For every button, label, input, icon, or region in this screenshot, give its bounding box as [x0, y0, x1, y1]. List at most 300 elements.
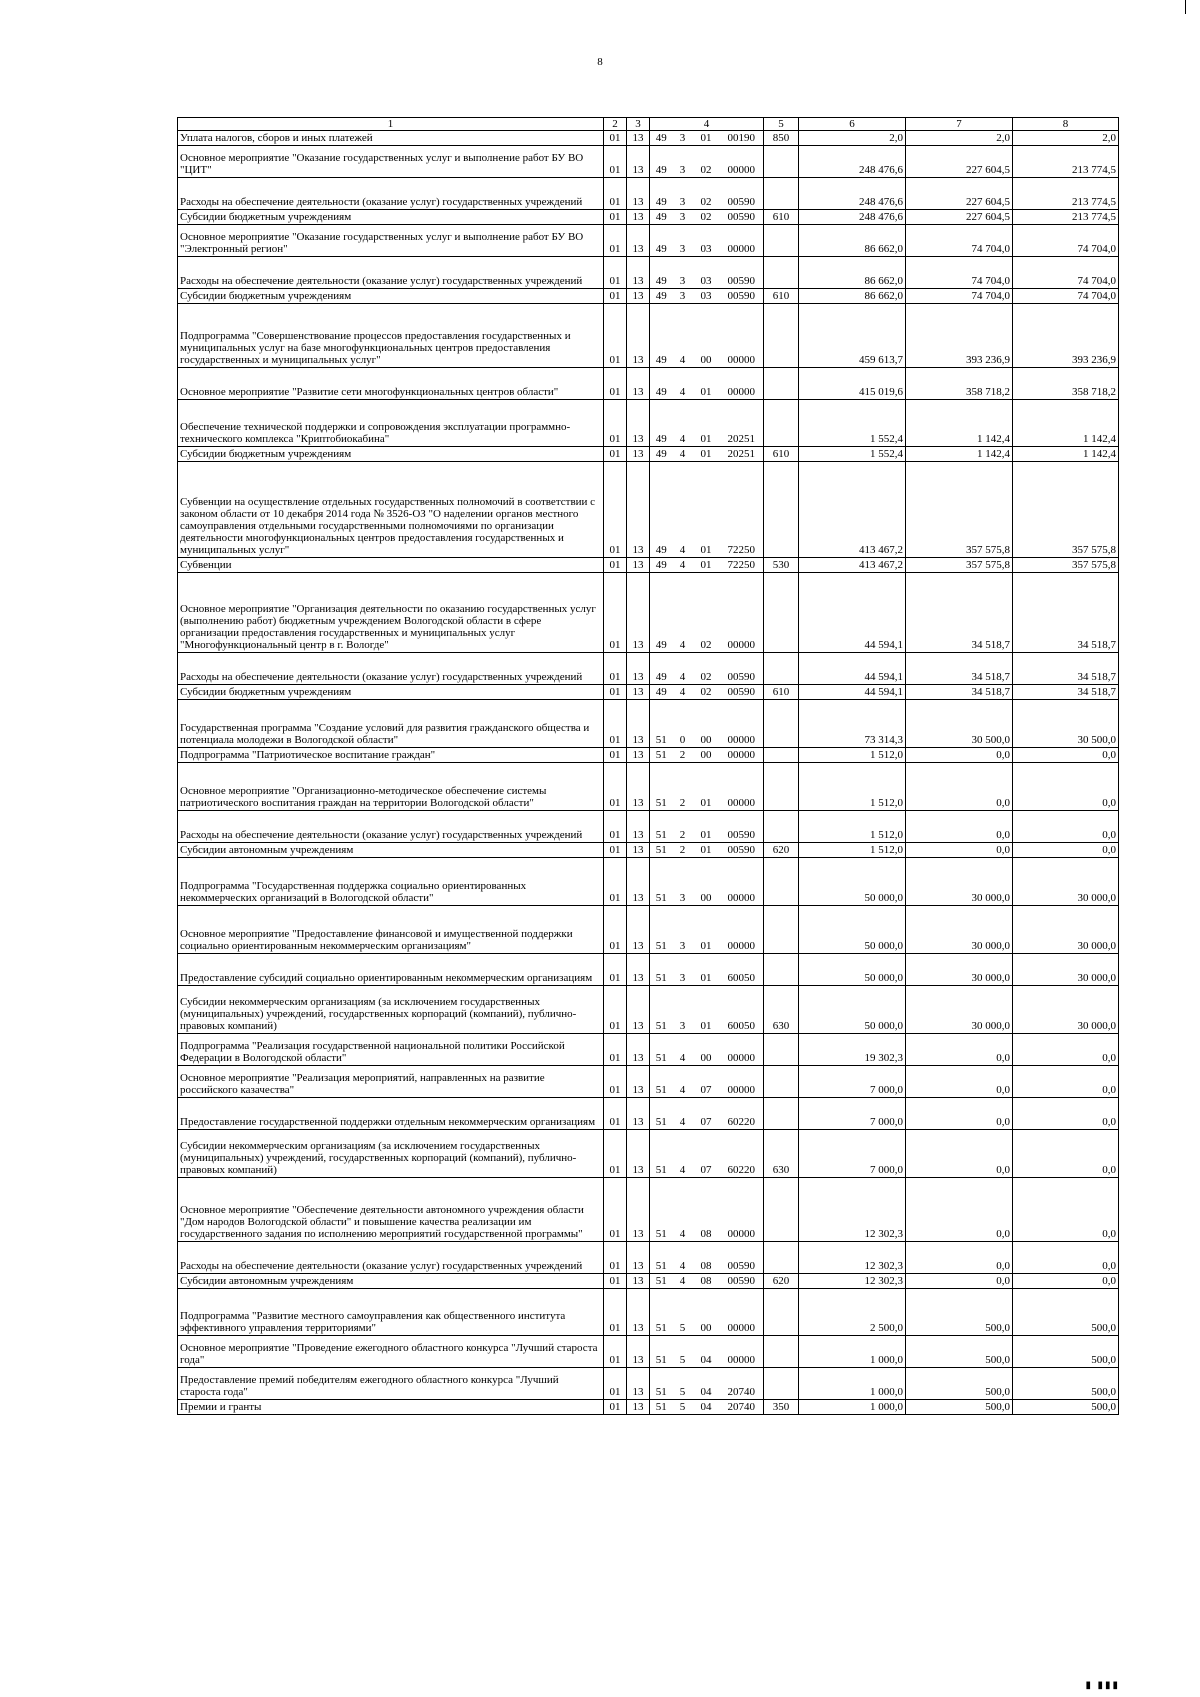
row-name-cell: Основное мероприятие "Оказание государственных услуг и выполнение работ БУ ВО "Электронный регион": [178, 225, 604, 257]
table-row: [178, 210, 1119, 225]
row-amount-col7-cell: 500,0: [906, 1400, 1013, 1415]
row-name-cell: Расходы на обеспечение деятельности (оказание услуг) государственных учреждений: [178, 1242, 604, 1274]
row-name-cell: Расходы на обеспечение деятельности (оказание услуг) государственных учреждений: [178, 257, 604, 289]
row-pr-cell: 13: [627, 700, 650, 748]
row-cs-event-cell: 02: [693, 178, 720, 210]
row-pr-cell: 13: [627, 210, 650, 225]
row-amount-col6-cell: 86 662,0: [799, 257, 906, 289]
row-cs-event-cell: 07: [693, 1066, 720, 1098]
row-rz-cell: 01: [604, 1368, 627, 1400]
row-vr-cell: [764, 954, 799, 986]
row-cs-event-cell: 01: [693, 447, 720, 462]
table-row: [178, 447, 1119, 462]
row-vr-cell: [764, 257, 799, 289]
row-vr-cell: [764, 906, 799, 954]
row-pr-cell: 13: [627, 257, 650, 289]
row-amount-col6-cell: 1 000,0: [799, 1368, 906, 1400]
table-row: [178, 131, 1119, 146]
row-amount-col8-cell: 0,0: [1013, 811, 1119, 843]
row-cs-event-cell: 02: [693, 146, 720, 178]
row-vr-cell: [764, 1178, 799, 1242]
row-cs-event-cell: 01: [693, 986, 720, 1034]
row-name-cell: Субсидии бюджетным учреждениям: [178, 210, 604, 225]
row-rz-cell: 01: [604, 462, 627, 558]
row-cs-program-cell: 51: [650, 763, 673, 811]
row-rz-cell: 01: [604, 1400, 627, 1415]
row-cs-direction-cell: 60220: [720, 1098, 764, 1130]
row-name-cell: Подпрограмма "Развитие местного самоуправления как общественного института эффективного управления территориями": [178, 1289, 604, 1336]
row-cs-direction-cell: 20740: [720, 1368, 764, 1400]
row-amount-col7-cell: 30 000,0: [906, 986, 1013, 1034]
row-cs-direction-cell: 00000: [720, 1178, 764, 1242]
row-cs-direction-cell: 00000: [720, 1289, 764, 1336]
row-amount-col7-cell: 0,0: [906, 763, 1013, 811]
row-cs-subprogram-cell: 3: [673, 257, 693, 289]
row-amount-col6-cell: 50 000,0: [799, 954, 906, 986]
row-vr-cell: [764, 146, 799, 178]
row-name-cell: Расходы на обеспечение деятельности (оказание услуг) государственных учреждений: [178, 178, 604, 210]
row-amount-col7-cell: 74 704,0: [906, 225, 1013, 257]
row-amount-col6-cell: 248 476,6: [799, 210, 906, 225]
row-cs-event-cell: 01: [693, 843, 720, 858]
row-name-cell: Подпрограмма "Патриотическое воспитание граждан": [178, 748, 604, 763]
row-vr-cell: [764, 368, 799, 400]
row-amount-col6-cell: 1 552,4: [799, 447, 906, 462]
row-cs-program-cell: 51: [650, 1242, 673, 1274]
row-cs-subprogram-cell: 4: [673, 685, 693, 700]
row-amount-col6-cell: 86 662,0: [799, 289, 906, 304]
row-rz-cell: 01: [604, 304, 627, 368]
row-cs-program-cell: 49: [650, 304, 673, 368]
row-amount-col7-cell: 1 142,4: [906, 400, 1013, 447]
row-cs-program-cell: 49: [650, 573, 673, 653]
table-row: [178, 225, 1119, 257]
row-amount-col6-cell: 12 302,3: [799, 1274, 906, 1289]
table-row: [178, 748, 1119, 763]
row-name-cell: Субсидии автономным учреждениям: [178, 1274, 604, 1289]
row-vr-cell: [764, 1368, 799, 1400]
row-vr-cell: 350: [764, 1400, 799, 1415]
header-cell: 7: [906, 118, 1013, 131]
table-row: [178, 257, 1119, 289]
row-cs-program-cell: 49: [650, 257, 673, 289]
row-amount-col6-cell: 1 000,0: [799, 1400, 906, 1415]
row-amount-col6-cell: 44 594,1: [799, 685, 906, 700]
row-cs-event-cell: 02: [693, 573, 720, 653]
row-amount-col6-cell: 1 512,0: [799, 748, 906, 763]
row-amount-col8-cell: 0,0: [1013, 1130, 1119, 1178]
row-amount-col7-cell: 227 604,5: [906, 210, 1013, 225]
table-row: [178, 1368, 1119, 1400]
row-amount-col8-cell: 34 518,7: [1013, 685, 1119, 700]
row-cs-event-cell: 01: [693, 954, 720, 986]
row-cs-event-cell: 01: [693, 558, 720, 573]
row-cs-subprogram-cell: 3: [673, 210, 693, 225]
row-rz-cell: 01: [604, 225, 627, 257]
row-amount-col8-cell: 74 704,0: [1013, 225, 1119, 257]
row-pr-cell: 13: [627, 1368, 650, 1400]
row-pr-cell: 13: [627, 1066, 650, 1098]
row-pr-cell: 13: [627, 225, 650, 257]
table-row: [178, 368, 1119, 400]
row-amount-col6-cell: 1 000,0: [799, 1336, 906, 1368]
row-cs-subprogram-cell: 4: [673, 400, 693, 447]
row-name-cell: Основное мероприятие "Проведение ежегодного областного конкурса "Лучший староста года": [178, 1336, 604, 1368]
row-cs-event-cell: 07: [693, 1130, 720, 1178]
header-cell: 6: [799, 118, 906, 131]
row-cs-program-cell: 51: [650, 1098, 673, 1130]
row-name-cell: Субсидии автономным учреждениям: [178, 843, 604, 858]
row-amount-col8-cell: 30 000,0: [1013, 858, 1119, 906]
row-name-cell: Подпрограмма "Государственная поддержка социально ориентированных некоммерческих организаций в Вологодской области": [178, 858, 604, 906]
row-amount-col7-cell: 0,0: [906, 1178, 1013, 1242]
row-cs-direction-cell: 00000: [720, 573, 764, 653]
row-cs-subprogram-cell: 4: [673, 447, 693, 462]
row-amount-col7-cell: 74 704,0: [906, 289, 1013, 304]
row-amount-col8-cell: 1 142,4: [1013, 447, 1119, 462]
row-cs-subprogram-cell: 2: [673, 748, 693, 763]
row-pr-cell: 13: [627, 1274, 650, 1289]
row-amount-col8-cell: 2,0: [1013, 131, 1119, 146]
row-amount-col7-cell: 500,0: [906, 1368, 1013, 1400]
row-cs-direction-cell: 00000: [720, 304, 764, 368]
row-rz-cell: 01: [604, 1274, 627, 1289]
row-cs-subprogram-cell: 5: [673, 1400, 693, 1415]
table-row: [178, 763, 1119, 811]
table-row: [178, 1130, 1119, 1178]
row-pr-cell: 13: [627, 986, 650, 1034]
row-name-cell: Основное мероприятие "Развитие сети многофункциональных центров области": [178, 368, 604, 400]
row-amount-col6-cell: 12 302,3: [799, 1178, 906, 1242]
row-amount-col8-cell: 393 236,9: [1013, 304, 1119, 368]
row-cs-direction-cell: 00590: [720, 653, 764, 685]
row-rz-cell: 01: [604, 700, 627, 748]
table-row: [178, 400, 1119, 447]
row-cs-program-cell: 51: [650, 1274, 673, 1289]
row-pr-cell: 13: [627, 843, 650, 858]
row-cs-direction-cell: 00000: [720, 858, 764, 906]
row-rz-cell: 01: [604, 748, 627, 763]
row-cs-subprogram-cell: 3: [673, 178, 693, 210]
row-cs-program-cell: 51: [650, 748, 673, 763]
row-cs-program-cell: 51: [650, 843, 673, 858]
row-amount-col7-cell: 0,0: [906, 811, 1013, 843]
row-vr-cell: [764, 573, 799, 653]
row-pr-cell: 13: [627, 447, 650, 462]
row-cs-direction-cell: 00590: [720, 685, 764, 700]
row-name-cell: Субвенции на осуществление отдельных государственных полномочий в соответствии с законом области от 10 декабря 2014 года № 3526-ОЗ "О наделении органов местного самоуправления отдельными государственными полномочиями по организации деятельности многофункциональных центров предоставления государственных и муниципальных услуг": [178, 462, 604, 558]
row-cs-program-cell: 51: [650, 1066, 673, 1098]
row-amount-col7-cell: 30 500,0: [906, 700, 1013, 748]
row-amount-col7-cell: 34 518,7: [906, 653, 1013, 685]
row-cs-subprogram-cell: 4: [673, 1034, 693, 1066]
row-amount-col8-cell: 500,0: [1013, 1336, 1119, 1368]
row-cs-event-cell: 00: [693, 748, 720, 763]
row-vr-cell: [764, 748, 799, 763]
row-cs-subprogram-cell: 4: [673, 462, 693, 558]
row-name-cell: Расходы на обеспечение деятельности (оказание услуг) государственных учреждений: [178, 811, 604, 843]
row-rz-cell: 01: [604, 1178, 627, 1242]
row-cs-subprogram-cell: 3: [673, 146, 693, 178]
row-vr-cell: 850: [764, 131, 799, 146]
row-pr-cell: 13: [627, 763, 650, 811]
row-vr-cell: [764, 400, 799, 447]
row-name-cell: Уплата налогов, сборов и иных платежей: [178, 131, 604, 146]
row-cs-subprogram-cell: 4: [673, 653, 693, 685]
row-amount-col6-cell: 248 476,6: [799, 146, 906, 178]
row-rz-cell: 01: [604, 763, 627, 811]
row-cs-direction-cell: 00590: [720, 1242, 764, 1274]
row-cs-subprogram-cell: 4: [673, 304, 693, 368]
row-cs-direction-cell: 00000: [720, 368, 764, 400]
row-cs-event-cell: 08: [693, 1242, 720, 1274]
table-row: [178, 1274, 1119, 1289]
row-rz-cell: 01: [604, 558, 627, 573]
row-cs-direction-cell: 72250: [720, 558, 764, 573]
row-name-cell: Государственная программа "Создание условий для развития гражданского общества и потенциала молодежи в Вологодской области": [178, 700, 604, 748]
row-amount-col6-cell: 1 552,4: [799, 400, 906, 447]
row-pr-cell: 13: [627, 1242, 650, 1274]
row-rz-cell: 01: [604, 986, 627, 1034]
row-cs-subprogram-cell: 4: [673, 1178, 693, 1242]
budget-table: [177, 117, 1119, 1415]
row-rz-cell: 01: [604, 811, 627, 843]
row-cs-program-cell: 51: [650, 1400, 673, 1415]
row-amount-col8-cell: 213 774,5: [1013, 210, 1119, 225]
row-vr-cell: 630: [764, 986, 799, 1034]
row-amount-col7-cell: 0,0: [906, 1130, 1013, 1178]
row-cs-direction-cell: 00590: [720, 178, 764, 210]
row-cs-event-cell: 01: [693, 811, 720, 843]
row-cs-subprogram-cell: 2: [673, 763, 693, 811]
row-cs-program-cell: 49: [650, 289, 673, 304]
row-cs-direction-cell: 60220: [720, 1130, 764, 1178]
row-cs-direction-cell: 60050: [720, 986, 764, 1034]
row-cs-program-cell: 49: [650, 462, 673, 558]
row-amount-col6-cell: 50 000,0: [799, 906, 906, 954]
row-amount-col6-cell: 44 594,1: [799, 573, 906, 653]
row-vr-cell: [764, 304, 799, 368]
row-name-cell: Основное мероприятие "Организационно-методическое обеспечение системы патриотического воспитания граждан на территории Вологодской области": [178, 763, 604, 811]
row-cs-program-cell: 51: [650, 1130, 673, 1178]
row-cs-event-cell: 01: [693, 462, 720, 558]
row-cs-direction-cell: 00590: [720, 811, 764, 843]
row-cs-subprogram-cell: 3: [673, 225, 693, 257]
row-amount-col8-cell: 0,0: [1013, 763, 1119, 811]
row-rz-cell: 01: [604, 289, 627, 304]
row-vr-cell: [764, 1336, 799, 1368]
row-pr-cell: 13: [627, 906, 650, 954]
row-cs-direction-cell: 00000: [720, 225, 764, 257]
row-rz-cell: 01: [604, 906, 627, 954]
row-cs-event-cell: 00: [693, 1034, 720, 1066]
row-amount-col8-cell: 30 000,0: [1013, 906, 1119, 954]
row-cs-event-cell: 01: [693, 906, 720, 954]
row-rz-cell: 01: [604, 653, 627, 685]
row-amount-col8-cell: 30 500,0: [1013, 700, 1119, 748]
row-cs-program-cell: 49: [650, 368, 673, 400]
row-rz-cell: 01: [604, 131, 627, 146]
table-row: [178, 1289, 1119, 1336]
row-name-cell: Предоставление субсидий социально ориентированным некоммерческим организациям: [178, 954, 604, 986]
row-amount-col8-cell: 0,0: [1013, 1274, 1119, 1289]
row-pr-cell: 13: [627, 1098, 650, 1130]
row-name-cell: Основное мероприятие "Обеспечение деятельности автономного учреждения области "Дом народов Вологодской области" и повышение качества реализации им государственного задания по исполнению мероприятий государственной программы": [178, 1178, 604, 1242]
table-row: [178, 986, 1119, 1034]
row-amount-col7-cell: 0,0: [906, 1274, 1013, 1289]
row-vr-cell: [764, 763, 799, 811]
row-cs-subprogram-cell: 5: [673, 1336, 693, 1368]
row-cs-event-cell: 00: [693, 858, 720, 906]
row-cs-program-cell: 49: [650, 653, 673, 685]
row-cs-program-cell: 51: [650, 811, 673, 843]
row-vr-cell: [764, 858, 799, 906]
row-pr-cell: 13: [627, 178, 650, 210]
row-cs-direction-cell: 00000: [720, 1034, 764, 1066]
row-pr-cell: 13: [627, 573, 650, 653]
table-row: [178, 1336, 1119, 1368]
scan-barcode-mark: ▮ ▮▮▮: [1085, 1680, 1120, 1691]
table-row: [178, 1242, 1119, 1274]
row-vr-cell: [764, 225, 799, 257]
row-amount-col6-cell: 2,0: [799, 131, 906, 146]
row-cs-subprogram-cell: 2: [673, 843, 693, 858]
row-cs-direction-cell: 00000: [720, 146, 764, 178]
row-amount-col6-cell: 413 467,2: [799, 462, 906, 558]
row-rz-cell: 01: [604, 1098, 627, 1130]
row-amount-col8-cell: 0,0: [1013, 843, 1119, 858]
row-amount-col7-cell: 0,0: [906, 1242, 1013, 1274]
table-row: [178, 146, 1119, 178]
row-cs-event-cell: 02: [693, 685, 720, 700]
row-rz-cell: 01: [604, 146, 627, 178]
row-cs-subprogram-cell: 3: [673, 954, 693, 986]
table-row: [178, 653, 1119, 685]
row-amount-col8-cell: 1 142,4: [1013, 400, 1119, 447]
row-name-cell: Основное мероприятие "Предоставление финансовой и имущественной поддержки социально ориентированным некоммерческим организациям": [178, 906, 604, 954]
row-amount-col8-cell: 358 718,2: [1013, 368, 1119, 400]
table-row: [178, 289, 1119, 304]
row-cs-event-cell: 04: [693, 1368, 720, 1400]
row-amount-col8-cell: 500,0: [1013, 1368, 1119, 1400]
row-rz-cell: 01: [604, 210, 627, 225]
row-cs-subprogram-cell: 5: [673, 1289, 693, 1336]
row-rz-cell: 01: [604, 954, 627, 986]
row-rz-cell: 01: [604, 1336, 627, 1368]
corner-scan-mark: [1185, 0, 1186, 14]
row-cs-subprogram-cell: 3: [673, 986, 693, 1034]
row-cs-event-cell: 07: [693, 1098, 720, 1130]
row-amount-col6-cell: 7 000,0: [799, 1098, 906, 1130]
row-cs-subprogram-cell: 0: [673, 700, 693, 748]
row-cs-direction-cell: 60050: [720, 954, 764, 986]
header-cell: 2: [604, 118, 627, 131]
row-amount-col6-cell: 44 594,1: [799, 653, 906, 685]
row-pr-cell: 13: [627, 858, 650, 906]
row-cs-program-cell: 49: [650, 178, 673, 210]
row-vr-cell: [764, 1098, 799, 1130]
row-pr-cell: 13: [627, 1400, 650, 1415]
page-number: 8: [597, 56, 603, 68]
row-cs-subprogram-cell: 2: [673, 811, 693, 843]
row-amount-col8-cell: 34 518,7: [1013, 653, 1119, 685]
row-amount-col6-cell: 7 000,0: [799, 1066, 906, 1098]
row-amount-col7-cell: 1 142,4: [906, 447, 1013, 462]
row-name-cell: Субсидии некоммерческим организациям (за исключением государственных (муниципальных) учреждений, государственных корпораций (компаний), публично-правовых компаний): [178, 1130, 604, 1178]
row-vr-cell: 610: [764, 685, 799, 700]
row-cs-event-cell: 03: [693, 289, 720, 304]
row-vr-cell: [764, 653, 799, 685]
row-cs-program-cell: 49: [650, 558, 673, 573]
table-row: [178, 843, 1119, 858]
row-rz-cell: 01: [604, 1066, 627, 1098]
row-name-cell: Предоставление государственной поддержки отдельным некоммерческим организациям: [178, 1098, 604, 1130]
row-rz-cell: 01: [604, 257, 627, 289]
table-row: [178, 462, 1119, 558]
row-pr-cell: 13: [627, 304, 650, 368]
row-rz-cell: 01: [604, 1242, 627, 1274]
row-name-cell: Подпрограмма "Реализация государственной национальной политики Российской Федерации в Вологодской области": [178, 1034, 604, 1066]
row-vr-cell: [764, 811, 799, 843]
row-name-cell: Основное мероприятие "Реализация мероприятий, направленных на развитие российского казачества": [178, 1066, 604, 1098]
row-rz-cell: 01: [604, 1289, 627, 1336]
row-amount-col7-cell: 357 575,8: [906, 558, 1013, 573]
row-name-cell: Расходы на обеспечение деятельности (оказание услуг) государственных учреждений: [178, 653, 604, 685]
row-cs-subprogram-cell: 3: [673, 906, 693, 954]
row-cs-event-cell: 02: [693, 210, 720, 225]
row-cs-event-cell: 08: [693, 1178, 720, 1242]
row-amount-col8-cell: 357 575,8: [1013, 558, 1119, 573]
row-amount-col8-cell: 500,0: [1013, 1400, 1119, 1415]
row-rz-cell: 01: [604, 178, 627, 210]
row-amount-col8-cell: 30 000,0: [1013, 986, 1119, 1034]
row-cs-event-cell: 01: [693, 368, 720, 400]
row-amount-col6-cell: 415 019,6: [799, 368, 906, 400]
row-cs-program-cell: 49: [650, 400, 673, 447]
row-cs-program-cell: 51: [650, 954, 673, 986]
table-row: [178, 858, 1119, 906]
row-amount-col7-cell: 500,0: [906, 1336, 1013, 1368]
row-name-cell: Субсидии некоммерческим организациям (за исключением государственных (муниципальных) учреждений, государственных корпораций (компаний), публично-правовых компаний): [178, 986, 604, 1034]
row-rz-cell: 01: [604, 447, 627, 462]
row-vr-cell: [764, 1034, 799, 1066]
row-cs-program-cell: 49: [650, 225, 673, 257]
row-cs-direction-cell: 00000: [720, 700, 764, 748]
row-vr-cell: [764, 1242, 799, 1274]
row-name-cell: Предоставление премий победителям ежегодного областного конкурса "Лучший староста года": [178, 1368, 604, 1400]
row-amount-col7-cell: 34 518,7: [906, 573, 1013, 653]
row-name-cell: Основное мероприятие "Оказание государственных услуг и выполнение работ БУ ВО "ЦИТ": [178, 146, 604, 178]
row-vr-cell: 610: [764, 289, 799, 304]
row-amount-col7-cell: 227 604,5: [906, 178, 1013, 210]
row-pr-cell: 13: [627, 1034, 650, 1066]
row-vr-cell: [764, 178, 799, 210]
row-cs-subprogram-cell: 4: [673, 1274, 693, 1289]
row-vr-cell: 620: [764, 1274, 799, 1289]
table-row: [178, 1178, 1119, 1242]
row-cs-program-cell: 51: [650, 1368, 673, 1400]
row-pr-cell: 13: [627, 653, 650, 685]
row-name-cell: Основное мероприятие "Организация деятельности по оказанию государственных услуг (выполнению работ) бюджетным учреждением Вологодской области в сфере организации предоставления государственных и муниципальных услуг "Многофункциональный центр в г. Вологде": [178, 573, 604, 653]
row-vr-cell: 620: [764, 843, 799, 858]
header-cell: 3: [627, 118, 650, 131]
table-row: [178, 1400, 1119, 1415]
row-amount-col7-cell: 34 518,7: [906, 685, 1013, 700]
row-cs-event-cell: 01: [693, 131, 720, 146]
row-cs-program-cell: 51: [650, 858, 673, 906]
row-vr-cell: 610: [764, 447, 799, 462]
table-row: [178, 573, 1119, 653]
